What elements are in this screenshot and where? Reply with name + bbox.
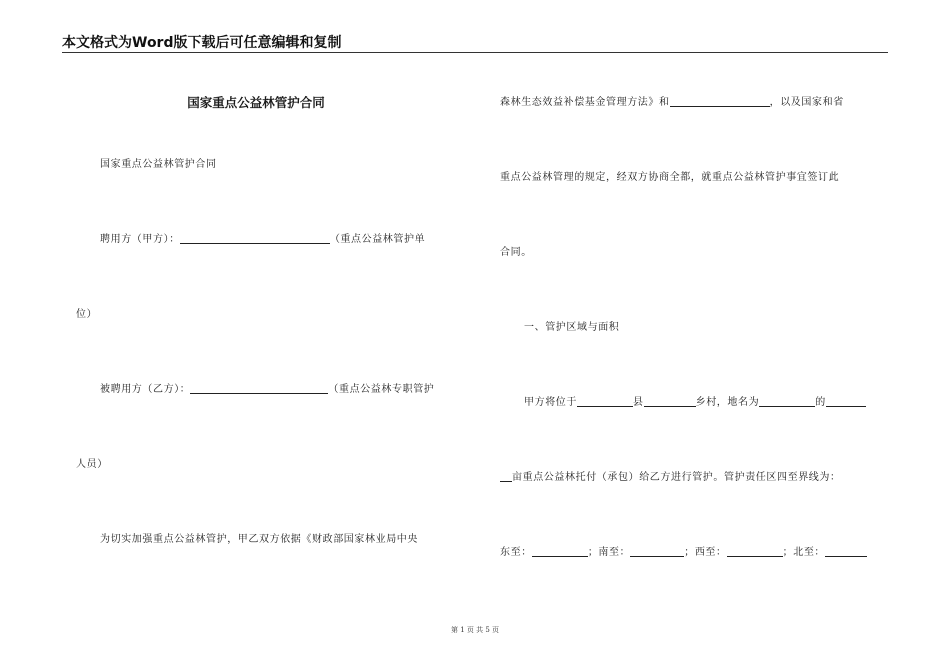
paragraph-location — [524, 393, 866, 408]
north-blank — [825, 546, 867, 557]
east-blank — [532, 546, 588, 557]
south-label: ；南至： — [587, 547, 631, 558]
south-blank — [630, 546, 684, 557]
area-text: 亩重点公益林托付（承包）给乙方进行管护。管护责任区四至界线为： — [512, 472, 841, 483]
west-blank — [727, 546, 783, 557]
area-blank — [826, 396, 866, 407]
east-label: 东至： — [500, 547, 532, 558]
party-b-note-cont: 人员） — [76, 459, 108, 470]
party-b-note: （重点公益林专职管护 — [328, 384, 435, 395]
document-title: 国家重点公益林管护合同 — [187, 95, 325, 110]
paragraph-party-b — [100, 380, 434, 395]
header-rule — [62, 52, 888, 53]
party-a-blank — [180, 233, 330, 244]
paragraph-basis: 为切实加强重点公益林管护，甲乙双方依据《财政部国家林业局中央 — [100, 534, 418, 545]
basis-blank — [670, 96, 770, 107]
paragraph-party-a — [100, 230, 425, 245]
township-blank — [644, 396, 696, 407]
north-label: ；北至： — [782, 547, 826, 558]
section-heading-area: 一、管护区域与面积 — [524, 322, 620, 333]
location-text-b: 县 — [633, 397, 644, 408]
paragraph-contract-name: 国家重点公益林管护合同 — [100, 159, 217, 170]
page-header: 本文格式为Word版下载后可任意编辑和复制 — [62, 35, 342, 51]
location-text-d: 的 — [815, 397, 826, 408]
party-b-blank — [190, 383, 328, 394]
party-a-note: （重点公益林管护单 — [329, 234, 426, 245]
paragraph-area — [500, 468, 841, 483]
paragraph-boundaries — [500, 543, 867, 558]
basis-text: 森林生态效益补偿基金管理方法》和 — [500, 97, 670, 108]
paragraph-contract-end: 合同。 — [500, 247, 532, 258]
party-b-label: 被聘用方（乙方）： — [100, 384, 191, 395]
area-blank-cont — [500, 471, 512, 482]
paragraph-basis-cont — [500, 93, 844, 108]
basis-text-post: ，以及国家和省 — [769, 97, 844, 108]
page-footer: 第 1 页 共 5 页 — [450, 626, 500, 634]
location-text-a: 甲方将位于 — [524, 397, 577, 408]
place-name-blank — [759, 396, 815, 407]
party-a-note-cont: 位） — [76, 309, 98, 320]
county-blank — [577, 396, 633, 407]
paragraph-regulation: 重点公益林管理的规定，经双方协商全都，就重点公益林管护事宜签订此 — [500, 172, 840, 183]
party-a-label: 聘用方（甲方）： — [100, 234, 180, 245]
location-text-c: 乡村，地名为 — [695, 397, 760, 408]
west-label: ；西至： — [684, 547, 727, 558]
